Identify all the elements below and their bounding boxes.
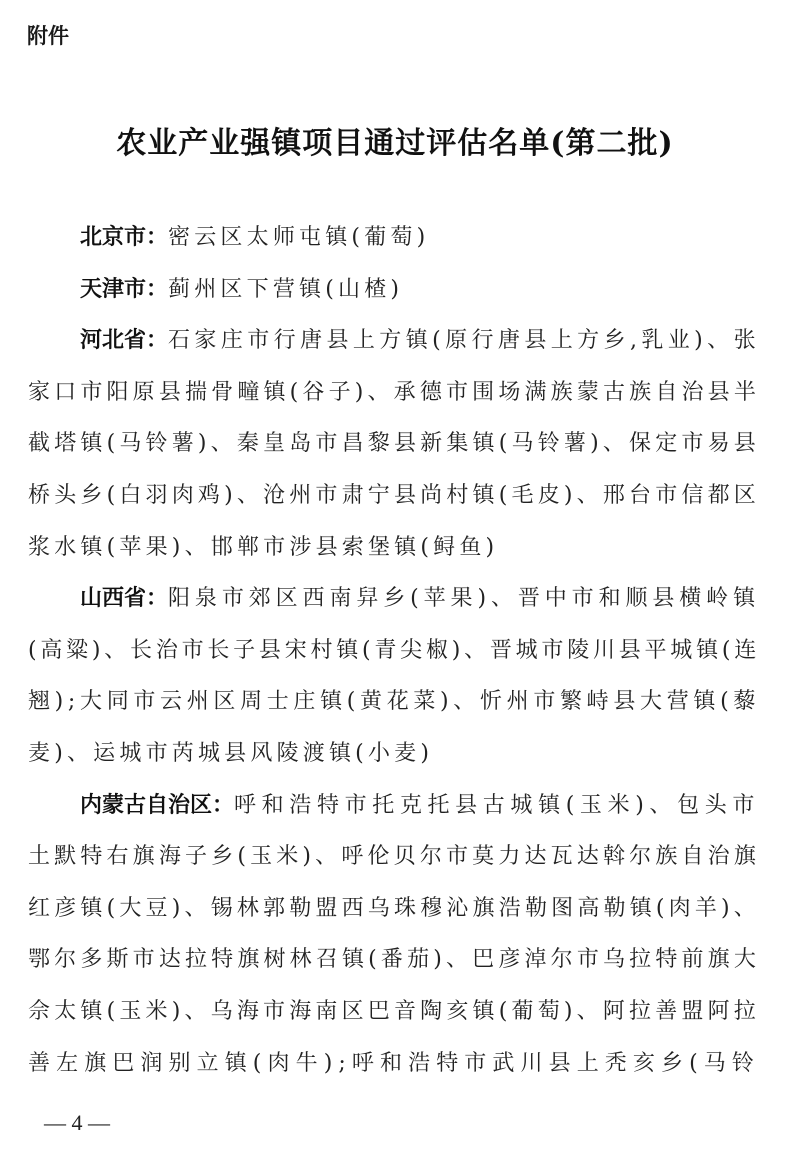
paragraph-line: (高粱)、长治市长子县宋村镇(青尖椒)、晋城市陵川县平城镇(连 [28,637,760,663]
paragraph-line: 截塔镇(马铃薯)、秦皇岛市昌黎县新集镇(马铃薯)、保定市易县 [28,431,760,457]
region-label: 北京市： [80,225,169,250]
paragraph-inner-mongolia [28,788,760,840]
paragraph-line: 蓟州区下营镇(山楂) [168,276,404,302]
paragraph-line: 浆水镇(苹果)、邯郸市涉县索堡镇(鲟鱼) [28,534,499,560]
paragraph-line: 呼和浩特市托克托县古城镇(玉米)、包头市 [234,792,760,818]
page-number: — 4 — [44,1110,110,1135]
paragraph-line-row [28,633,760,685]
paragraph-tianjin [28,272,760,324]
paragraph-line-row [28,736,760,788]
paragraph-line: 麦)、运城市芮城县风陵渡镇(小麦) [28,740,434,766]
paragraph-line-row [28,942,760,994]
document-title: 农业产业强镇项目通过评估名单(第二批) [116,126,674,161]
paragraph-line: 红彦镇(大豆)、锡林郭勒盟西乌珠穆沁旗浩勒图高勒镇(肉羊)、 [28,895,760,921]
paragraph-line-row [28,994,760,1046]
paragraph-line-row [28,375,760,427]
paragraph-beijing [28,220,760,272]
paragraph-shanxi [28,581,760,633]
paragraph-hebei [28,323,760,375]
paragraph-line-row [28,478,760,530]
paragraph-line-row [28,684,760,736]
region-label: 河北省： [80,328,169,354]
paragraph-line-row [28,1046,760,1098]
paragraph-line: 石家庄市行唐县上方镇(原行唐县上方乡,乳业)、张 [168,328,760,354]
paragraph-line: 鄂尔多斯市达拉特旗树林召镇(番茄)、巴彦淖尔市乌拉特前旗大 [28,947,760,973]
region-label: 山西省： [80,586,169,612]
attachment-label: 附件 [27,24,69,48]
paragraph-line: 土默特右旗海子乡(玉米)、呼伦贝尔市莫力达瓦达斡尔族自治旗 [28,844,760,870]
paragraph-line-row [28,891,760,943]
region-label: 内蒙古自治区： [80,792,235,818]
paragraph-line: 密云区太师屯镇(葡萄) [168,225,430,250]
paragraph-line: 桥头乡(白羽肉鸡)、沧州市肃宁县尚村镇(毛皮)、邢台市信都区 [28,482,760,508]
document-body [28,220,760,1097]
paragraph-line-row [28,530,760,582]
paragraph-line: 家口市阳原县揣骨疃镇(谷子)、承德市围场满族蒙古族自治县半 [28,379,760,405]
paragraph-line: 善左旗巴润别立镇(肉牛);呼和浩特市武川县上秃亥乡(马铃 [28,1050,760,1076]
paragraph-line-row [28,426,760,478]
region-label: 天津市： [80,276,169,302]
paragraph-line: 阳泉市郊区西南舁乡(苹果)、晋中市和顺县横岭镇 [168,586,760,612]
paragraph-line: 翘);大同市云州区周士庄镇(黄花菜)、忻州市繁峙县大营镇(藜 [28,689,760,715]
paragraph-line-row [28,839,760,891]
paragraph-line: 佘太镇(玉米)、乌海市海南区巴音陶亥镇(葡萄)、阿拉善盟阿拉 [28,998,760,1024]
